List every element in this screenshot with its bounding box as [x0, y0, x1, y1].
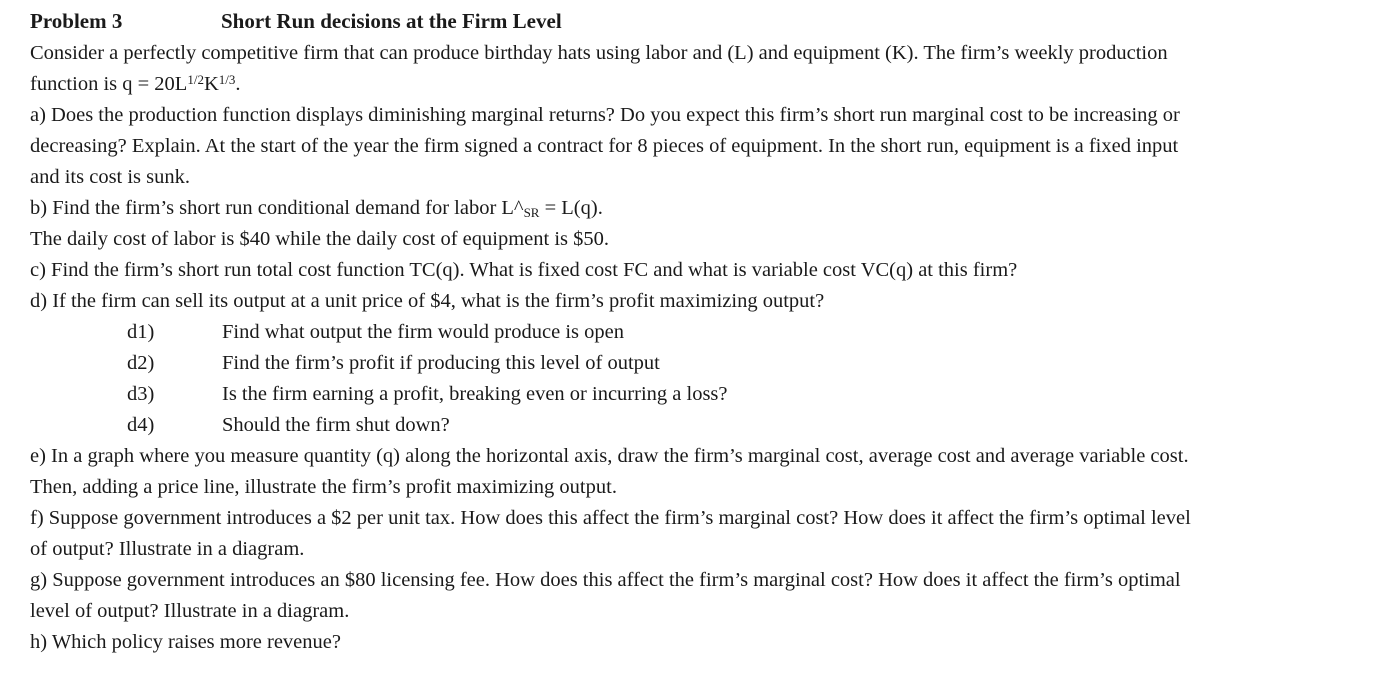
- subitem-text: Should the firm shut down?: [222, 414, 450, 436]
- question-f: [30, 503, 1390, 565]
- problem-sheet: [30, 6, 1390, 658]
- subitem-id: d2): [127, 352, 155, 374]
- question-g: [30, 565, 1390, 627]
- question-f-line-1: f) Suppose government introduces a $2 per unit tax. How does this affect the firm’s marginal cost? How does it affect the firm’s optimal level: [30, 507, 1191, 529]
- question-a-line-3: and its cost is sunk.: [30, 166, 191, 188]
- subitem-id: d3): [127, 383, 155, 405]
- problem-title: Short Run decisions at the Firm Level: [221, 9, 562, 33]
- subitem-text: Find the firm’s profit if producing this level of output: [222, 352, 660, 374]
- question-d3: [30, 379, 1390, 410]
- capital-variable: K: [203, 73, 219, 95]
- subitem-text: Is the firm earning a profit, breaking even or incurring a loss?: [222, 383, 728, 405]
- subitem-text: Find what output the firm would produce is open: [222, 321, 624, 343]
- question-g-line-1: g) Suppose government introduces an $80 licensing fee. How does this affect the firm’s marginal cost? How does it affect the firm’s optimal: [30, 569, 1181, 591]
- question-e-line-1: e) In a graph where you measure quantity (q) along the horizontal axis, draw the firm’s marginal cost, average cost and average variable cost.: [30, 445, 1189, 467]
- question-e-line-2: Then, adding a price line, illustrate the firm’s profit maximizing output.: [30, 476, 617, 498]
- question-b: [30, 193, 1390, 224]
- subitem-id: d1): [127, 321, 155, 343]
- production-function-prefix: function is q = 20L: [30, 73, 188, 95]
- question-d: d) If the firm can sell its output at a unit price of $4, what is the firm’s profit maximizing output?: [30, 290, 825, 312]
- subitem-id: d4): [127, 414, 155, 436]
- intro-line-1: Consider a perfectly competitive firm that can produce birthday hats using labor and (L) and equipment (K). The firm’s weekly production: [30, 42, 1168, 64]
- question-a-line-2: decreasing? Explain. At the start of the year the firm signed a contract for 8 pieces of equipment. In the short run, equipment is a fixed input: [30, 135, 1179, 157]
- question-d4: [30, 410, 1390, 441]
- question-h: h) Which policy raises more revenue?: [30, 631, 341, 653]
- question-e: [30, 441, 1390, 503]
- problem-header: [30, 6, 1390, 38]
- question-d-subitems: [30, 317, 1390, 441]
- production-function-suffix: .: [235, 73, 241, 95]
- question-b-suffix: = L(q).: [539, 197, 603, 219]
- intro-line-2: [30, 69, 1390, 100]
- question-a-line-1: a) Does the production function displays diminishing marginal returns? Do you expect this firm’s short run marginal cost to be increasing or: [30, 104, 1180, 126]
- question-g-line-2: level of output? Illustrate in a diagram.: [30, 600, 350, 622]
- capital-exponent: 1/3: [218, 72, 236, 87]
- question-d2: [30, 348, 1390, 379]
- question-f-line-2: of output? Illustrate in a diagram.: [30, 538, 305, 560]
- intro-paragraph: [30, 38, 1390, 100]
- question-b-prefix: b) Find the firm’s short run conditional demand for labor L^: [30, 197, 524, 219]
- labor-exponent: 1/2: [187, 72, 204, 87]
- question-d1: [30, 317, 1390, 348]
- question-a: [30, 100, 1390, 193]
- problem-number: Problem 3: [30, 9, 123, 33]
- question-c: c) Find the firm’s short run total cost function TC(q). What is fixed cost FC and what is variable cost VC(q) at this firm?: [30, 259, 1018, 281]
- cost-statement: The daily cost of labor is $40 while the daily cost of equipment is $50.: [30, 228, 610, 250]
- short-run-subscript: SR: [523, 205, 540, 220]
